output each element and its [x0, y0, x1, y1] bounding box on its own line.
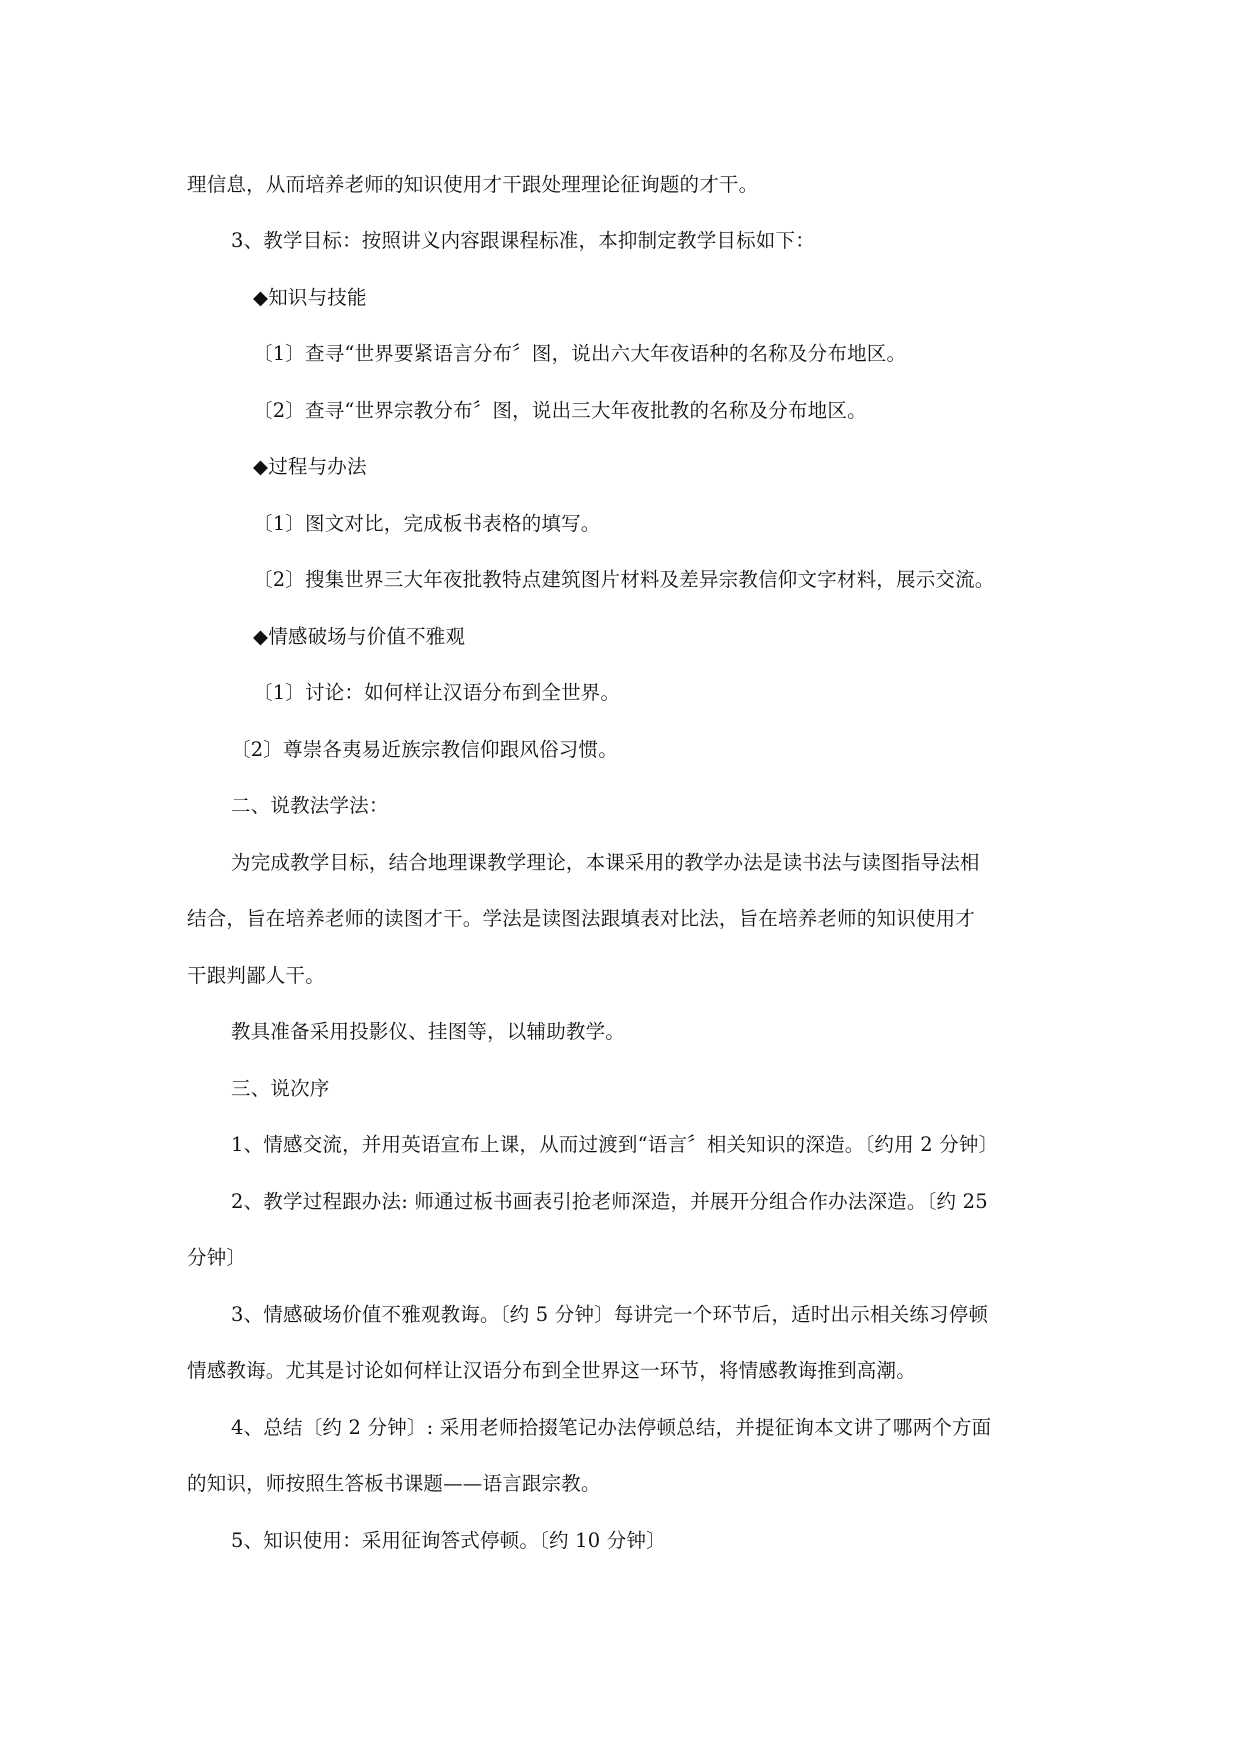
paragraph-line: 教具准备采用投影仪、挂图等，以辅助教学。 [231, 1020, 626, 1043]
subheading-knowledge-skills: ◆知识与技能 [253, 286, 367, 309]
paragraph-line: 为完成教学目标，结合地理课教学理论，本课采用的教学办法是读书法与读图指导法相 [231, 851, 980, 874]
paragraph-line: 结合，旨在培养老师的读图才干。学法是读图法跟填表对比法，旨在培养老师的知识使用才 [187, 907, 976, 930]
subheading-emotion-values: ◆情感破场与价值不雅观 [253, 625, 466, 648]
paragraph-line: 干跟判鄙人干。 [187, 964, 325, 987]
paragraph-line: 4、总结〔约 2 分钟〕: 采用老师拾掇笔记办法停顿总结，并提征询本文讲了哪两个方面 [231, 1416, 992, 1439]
paragraph-line: 1、情感交流，并用英语宣布上课，从而过渡到“语言〞相关知识的深造。〔约用 2 分钟〕 [231, 1133, 999, 1156]
list-item: 〔2〕尊崇各夷易近族宗教信仰跟风俗习惯。 [231, 738, 618, 761]
paragraph-line: 3、情感破场价值不雅观教诲。〔约 5 分钟〕每讲完一个环节后，适时出示相关练习停顿 [231, 1303, 989, 1326]
list-item: 〔1〕图文对比，完成板书表格的填写。 [253, 512, 601, 535]
section-heading-sequence: 三、说次序 [231, 1077, 330, 1100]
paragraph-line: 5、知识使用：采用征询答式停顿。〔约 10 分钟〕 [231, 1529, 666, 1552]
section-heading-methods: 二、说教法学法： [231, 794, 389, 817]
paragraph-line: 情感教诲。尤其是讨论如何样让汉语分布到全世界这一环节，将情感教诲推到高潮。 [187, 1359, 916, 1382]
list-item: 〔1〕讨论：如何样让汉语分布到全世界。 [253, 681, 621, 704]
section-heading-teaching-goals: 3、教学目标：按照讲义内容跟课程标准，本抑制定教学目标如下： [231, 229, 815, 252]
paragraph-line: 2、教学过程跟办法: 师通过板书画表引抢老师深造，并展开分组合作办法深造。〔约 25 [231, 1190, 988, 1213]
paragraph-line: 的知识，师按照生答板书课题——语言跟宗教。 [187, 1472, 601, 1495]
paragraph-line: 理信息，从而培养老师的知识使用才干跟处理理论征询题的才干。 [187, 173, 759, 196]
list-item: 〔2〕搜集世界三大年夜批教特点建筑图片材料及差异宗教信仰文字材料，展示交流。 [253, 568, 995, 591]
subheading-process-method: ◆过程与办法 [253, 455, 367, 478]
list-item: 〔1〕查寻“世界要紧语言分布〞图，说出六大年夜语种的名称及分布地区。 [253, 342, 907, 365]
paragraph-line: 分钟〕 [187, 1246, 247, 1269]
list-item: 〔2〕查寻“世界宗教分布〞图，说出三大年夜批教的名称及分布地区。 [253, 399, 867, 422]
